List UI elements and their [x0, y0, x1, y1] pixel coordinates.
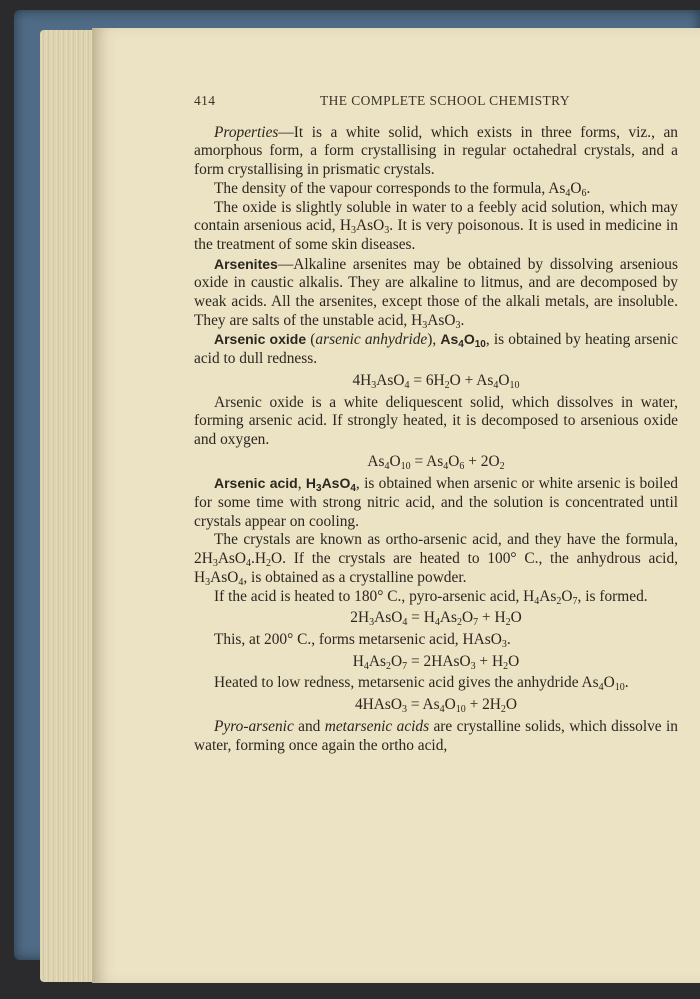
paragraph-properties: Properties—It is a white solid, which exists in three forms, viz., an amorphous form, a form crystallising in regular octahedral crystals, and a form crystallising in prismatic crystals. — [194, 123, 678, 179]
equation-2: $As_4O_{10} = As_4O_6 + 2O_2$ — [367, 452, 505, 472]
equation-4: $H_4As_2O_7$ = 2HAsO$_3$ + $H_2O$ — [352, 652, 520, 672]
paragraph-heated: Heated to low redness, metarsenic acid gives the anhydride $As_4O_{10}$. — [214, 674, 629, 694]
paragraph-density: The density of the vapour corresponds to the formula, $As_4O_6$. — [214, 179, 591, 199]
equation-3: $2H_3AsO_4 = H_4As_2O_7 + H_2O$ — [350, 609, 522, 629]
equation-1: $4H_3AsO_4 = 6H_2O + As_4O_{10}$ — [352, 371, 520, 391]
paragraph-arsenites: Arsenites—Alkaline arsenites may be obtained by dissolving arsenious oxide in caustic alkalis. They are alkaline to litmus, and are decomposed by weak acids. All the arsenites, except those of the alkali metals, are insoluble. They are salts of the unstable acid, $H_3AsO_3$. — [194, 255, 678, 331]
running-title: THE COMPLETE SCHOOL CHEMISTRY — [320, 93, 570, 108]
paragraph-pyro: If the acid is heated to 180° C., pyro-arsenic acid, $H_4As_2O_7$, is formed. — [214, 587, 648, 607]
page-content — [194, 92, 678, 759]
running-header — [194, 92, 678, 111]
paragraph-final: Pyro-arsenic and metarsenic acids are crystalline solids, which dissolve in water, forming once again the ortho acid, — [194, 717, 678, 754]
paragraph-crystals: The crystals are known as ortho-arsenic acid, and they have the formula, $2H_3AsO_4.H_2O$. If the crystals are heated to 100° C., the anhydrous acid, $H_3AsO_4$, is obtained as a crystalline powder. — [194, 531, 678, 588]
paragraph-arsenic-oxide-desc: Arsenic oxide is a white deliquescent solid, which dissolves in water, forming arsenic acid. If strongly heated, it is decomposed to arsenious oxide and oxygen. — [194, 393, 678, 448]
page-number: 414 — [194, 93, 216, 108]
paragraph-arsenic-oxide: Arsenic oxide (arsenic anhydride), $As_4O_{10}$, is obtained by heating arsenic acid to dull redness. — [194, 331, 678, 368]
paragraph-arsenic-acid: Arsenic acid, $H_3AsO_4$, is obtained when arsenic or white arsenic is boiled for some time with strong nitric acid, and the solution is concentrated until crystals appear on cooling. — [194, 475, 678, 530]
paragraph-meta: This, at 200° C., forms metarsenic acid, HAsO$_3$. — [214, 630, 511, 650]
equation-5: 4HAsO$_3$ = $As_4O_{10} + 2H_2O$ — [354, 696, 518, 716]
paragraph-oxide: The oxide is slightly soluble in water to a feebly acid solution, which may contain arsenious acid, $H_3AsO_3$. It is very poisonous. It is used in medicine in the treatment of some skin diseases. — [194, 198, 678, 253]
